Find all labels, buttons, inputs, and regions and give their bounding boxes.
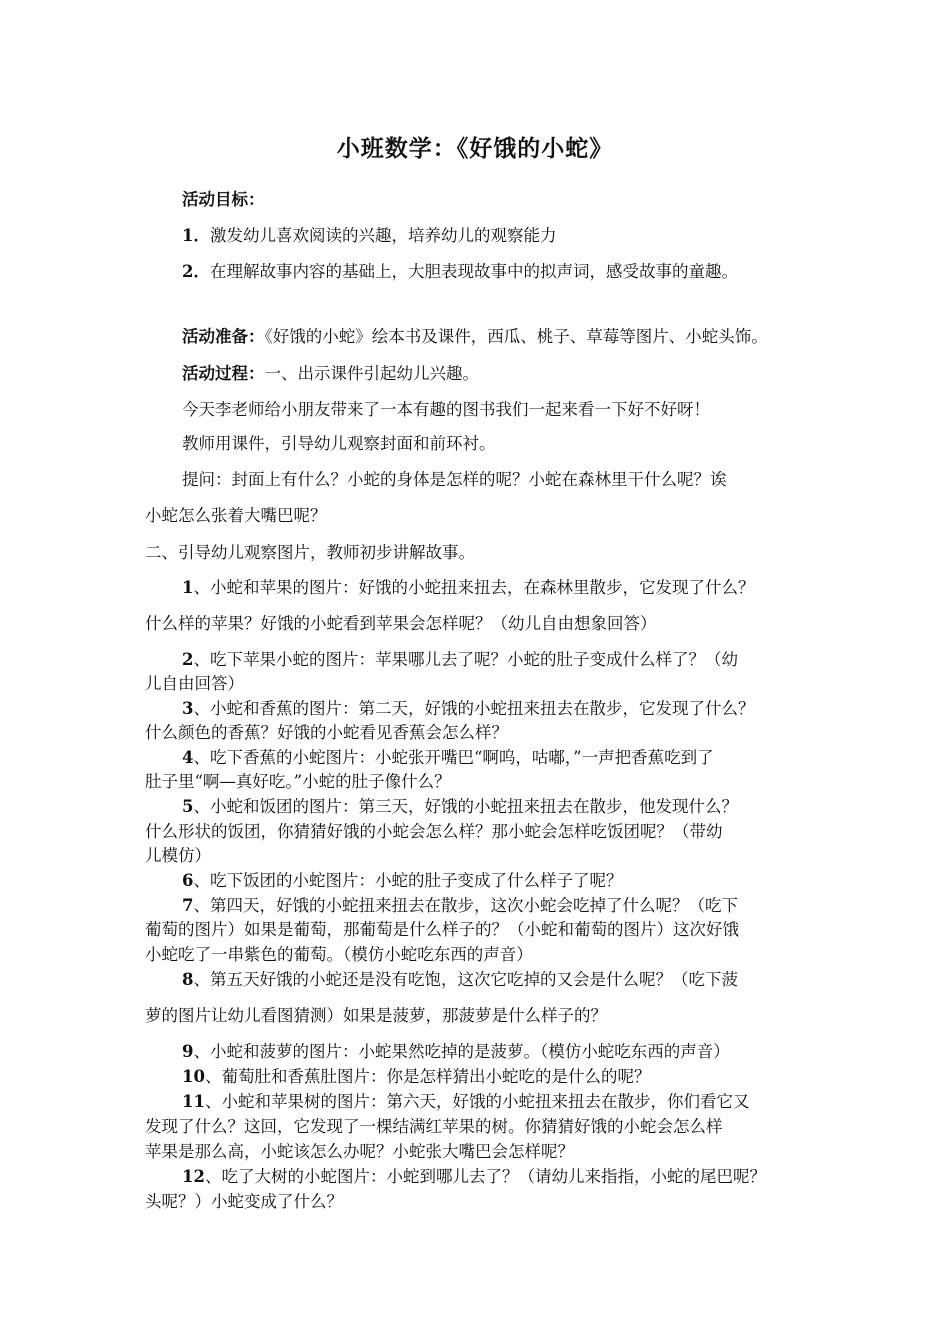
step-line: 苹果是那么高，小蛇该怎么办呢？小蛇张大嘴巴会怎样呢？ — [145, 1142, 574, 1161]
step-line — [182, 869, 622, 893]
step-line: 小蛇吃了一串紫色的葡萄。（模仿小蛇吃东西的声音） — [145, 945, 533, 964]
prep-text: 《好饿的小蛇》绘本书及课件，西瓜、桃子、草莓等图片、小蛇头饰。 — [264, 327, 768, 346]
step-text: 、小蛇和饭团的图片：第三天，好饿的小蛇扭来扭去在散步，他发现什么？ — [193, 797, 738, 816]
step-line: 儿模仿） — [145, 846, 211, 865]
step-text: 、吃了大树的小蛇图片：小蛇到哪儿去了？（请幼儿来指指，小蛇的尾巴呢？ — [204, 1167, 766, 1186]
step-number: 11 — [182, 1092, 205, 1111]
step-number: 2 — [182, 650, 194, 669]
process-text: 一、出示课件引起幼儿兴趣。 — [264, 364, 479, 383]
goal-text: 在理解故事内容的基础上，大胆表现故事中的拟声词，感受故事的童趣。 — [209, 262, 738, 281]
step-line — [182, 697, 754, 721]
step-line — [182, 576, 754, 600]
step-line: 葡萄的图片）如果是葡萄，那葡萄是什么样子的？（小蛇和葡萄的图片）这次好饿 — [145, 920, 739, 939]
step-number: 10 — [182, 1067, 205, 1086]
step-line: 发现了什么？这回，它发现了一棵结满红苹果的树。你猜猜好饿的小蛇会怎么样 — [145, 1117, 723, 1136]
step-line — [182, 648, 738, 672]
step-line: 头呢？）小蛇变成了什么？ — [145, 1192, 343, 1211]
step-line — [182, 1165, 766, 1189]
step-line — [182, 1040, 730, 1064]
goals-heading: 活动目标： — [182, 190, 265, 209]
paragraph-line: 今天李老师给小朋友带来了一本有趣的图书我们一起来看一下好不好呀！ — [182, 400, 710, 419]
step-text: 、小蛇和苹果的图片：好饿的小蛇扭来扭去，在森林里散步，它发现了什么？ — [193, 578, 755, 597]
goal-item — [182, 224, 556, 248]
step-number: 6 — [182, 871, 194, 890]
step-line: 儿自由回答） — [145, 674, 244, 693]
step-text: 、吃下饭团的小蛇图片：小蛇的肚子变成了什么样子了呢？ — [193, 871, 623, 890]
step-text: 、小蛇和香蕉的图片：第二天，好饿的小蛇扭来扭去在散步，它发现了什么？ — [193, 699, 755, 718]
step-line — [182, 1065, 650, 1089]
step-text: 、小蛇和菠萝的图片：小蛇果然吃掉的是菠萝。（模仿小蛇吃东西的声音） — [193, 1042, 730, 1061]
step-number: 4 — [182, 748, 194, 767]
step-line — [182, 968, 738, 992]
step-number: 8 — [182, 970, 194, 989]
paragraph-line: 提问：封面上有什么？小蛇的身体是怎样的呢？小蛇在森林里干什么呢？诶 — [182, 470, 727, 489]
prep-label: 活动准备： — [182, 327, 265, 346]
section-heading: 二、引导幼儿观察图片，教师初步讲解故事。 — [145, 543, 475, 562]
step-line: 肚子里“啊—真好吃。”小蛇的肚子像什么？ — [145, 772, 451, 791]
goal-item — [182, 260, 738, 284]
step-line: 萝的图片让幼儿看图猜测）如果是菠萝，那菠萝是什么样子的？ — [145, 1006, 607, 1025]
step-number: 5 — [182, 797, 194, 816]
page-title: 小班数学：《好饿的小蛇》 — [336, 135, 614, 162]
step-text: 、第四天，好饿的小蛇扭来扭去在散步，这次小蛇会吃掉了什么呢？（吃下 — [193, 896, 738, 915]
prep-line — [182, 325, 768, 349]
process-label: 活动过程： — [182, 364, 265, 383]
paragraph-line: 小蛇怎么张着大嘴巴呢？ — [145, 506, 327, 525]
step-line — [182, 746, 714, 770]
step-number: 7 — [182, 896, 194, 915]
step-number: 3 — [182, 699, 194, 718]
goal-number: 1． — [182, 226, 210, 245]
step-text: 、葡萄肚和香蕉肚图片：你是怎样猜出小蛇吃的是什么的呢？ — [204, 1067, 651, 1086]
step-number: 9 — [182, 1042, 194, 1061]
paragraph-line: 教师用课件，引导幼儿观察封面和前环衬。 — [182, 434, 496, 453]
goal-number: 2． — [182, 262, 210, 281]
goal-text: 激发幼儿喜欢阅读的兴趣，培养幼儿的观察能力 — [209, 226, 557, 245]
step-number: 1 — [182, 578, 194, 597]
step-line: 什么样的苹果？好饿的小蛇看到苹果会怎样呢？（幼儿自由想象回答） — [145, 614, 657, 633]
step-number: 12 — [182, 1167, 205, 1186]
step-text: 、吃下苹果小蛇的图片：苹果哪儿去了呢？小蛇的肚子变成什么样了？（幼 — [193, 650, 738, 669]
step-line — [182, 894, 738, 918]
step-line: 什么形状的饭团，你猜猜好饿的小蛇会怎么样？那小蛇会怎样吃饭团呢？（带幼 — [145, 822, 723, 841]
step-text: 、吃下香蕉的小蛇图片：小蛇张开嘴巴“啊呜，咕嘟，”一声把香蕉吃到了 — [193, 748, 714, 767]
step-line — [182, 1090, 749, 1114]
step-line: 什么颜色的香蕉？好饿的小蛇看见香蕉会怎么样？ — [145, 723, 508, 742]
process-line — [182, 362, 479, 386]
step-text: 、小蛇和苹果树的图片：第六天，好饿的小蛇扭来扭去在散步，你们看它又 — [204, 1092, 750, 1111]
step-line — [182, 795, 738, 819]
step-text: 、第五天好饿的小蛇还是没有吃饱，这次它吃掉的又会是什么呢？（吃下菠 — [193, 970, 738, 989]
